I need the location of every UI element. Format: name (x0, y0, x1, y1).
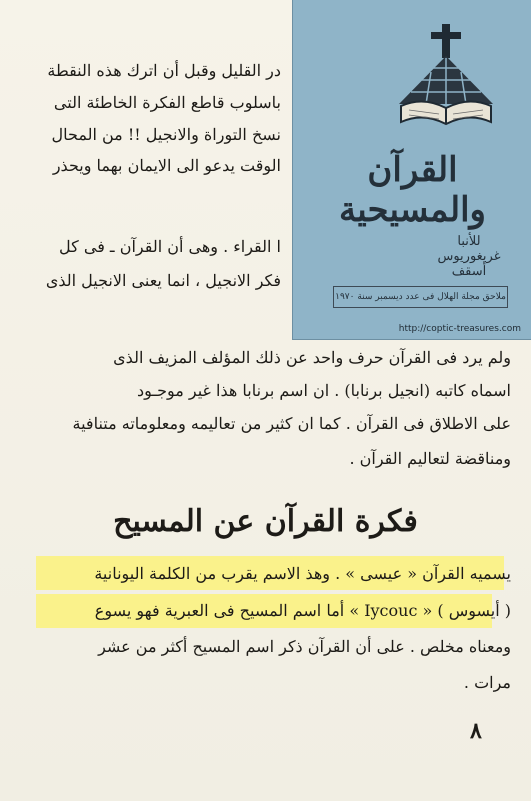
text-line: الوقت يدعو الى الايمان بهما ويحذر (52, 156, 281, 175)
text-line: ومعناه مخلص . على أن القرآن ذكر اسم المسيح أكثر من عشر (98, 637, 511, 656)
text-line: على الاطلاق فى القرآن . كما ان كثير من تعاليمه ومعلوماته متنافية (72, 414, 511, 433)
text-line: ولم يرد فى القرآن حرف واحد عن ذلك المؤلف المزيف الذى (113, 348, 511, 367)
text-line: ا القراء . وهى أن القرآن ـ فى كل (59, 237, 281, 256)
cross-book-icon (391, 22, 501, 132)
text-line: نسخ التوراة والانجيل !! من المحال (51, 125, 281, 144)
text-line: فكر الانجيل ، انما يعنى الانجيل الذى (45, 271, 281, 290)
text-line: ومناقضة لتعاليم القرآن . (349, 449, 511, 468)
text-line: يسميه القرآن « عيسى » . وهذ الاسم يقرب من الكلمة اليونانية (94, 564, 511, 583)
section-heading: فكرة القرآن عن المسيح (113, 504, 418, 539)
booklet-cover (292, 0, 531, 340)
text-line: اسماه كاتبه (انجيل برنابا) . ان اسم برنابا هذا غير موجـود (137, 381, 511, 400)
text-line: ( أيسوس ) « Iycouc » أما اسم المسيح فى العبرية فهو يسوع (94, 601, 511, 620)
watermark-url: http://coptic-treasures.com (398, 324, 521, 334)
text-line: مرات . (463, 673, 511, 692)
cover-title: القرآن والمسيحية (339, 150, 486, 230)
text-line: باسلوب قاطع الفكرة الخاطئة التى (53, 93, 281, 112)
page-number: ٨ (470, 718, 482, 744)
text-line: در القليل وقبل أن اترك هذه النقطة (47, 61, 281, 80)
cover-footer: ملاحق مجلة الهلال فى عدد ديسمبر سنة ١٩٧٠ (333, 286, 508, 308)
cover-author: للأنبا غريغوريوس أسقف (437, 234, 501, 279)
